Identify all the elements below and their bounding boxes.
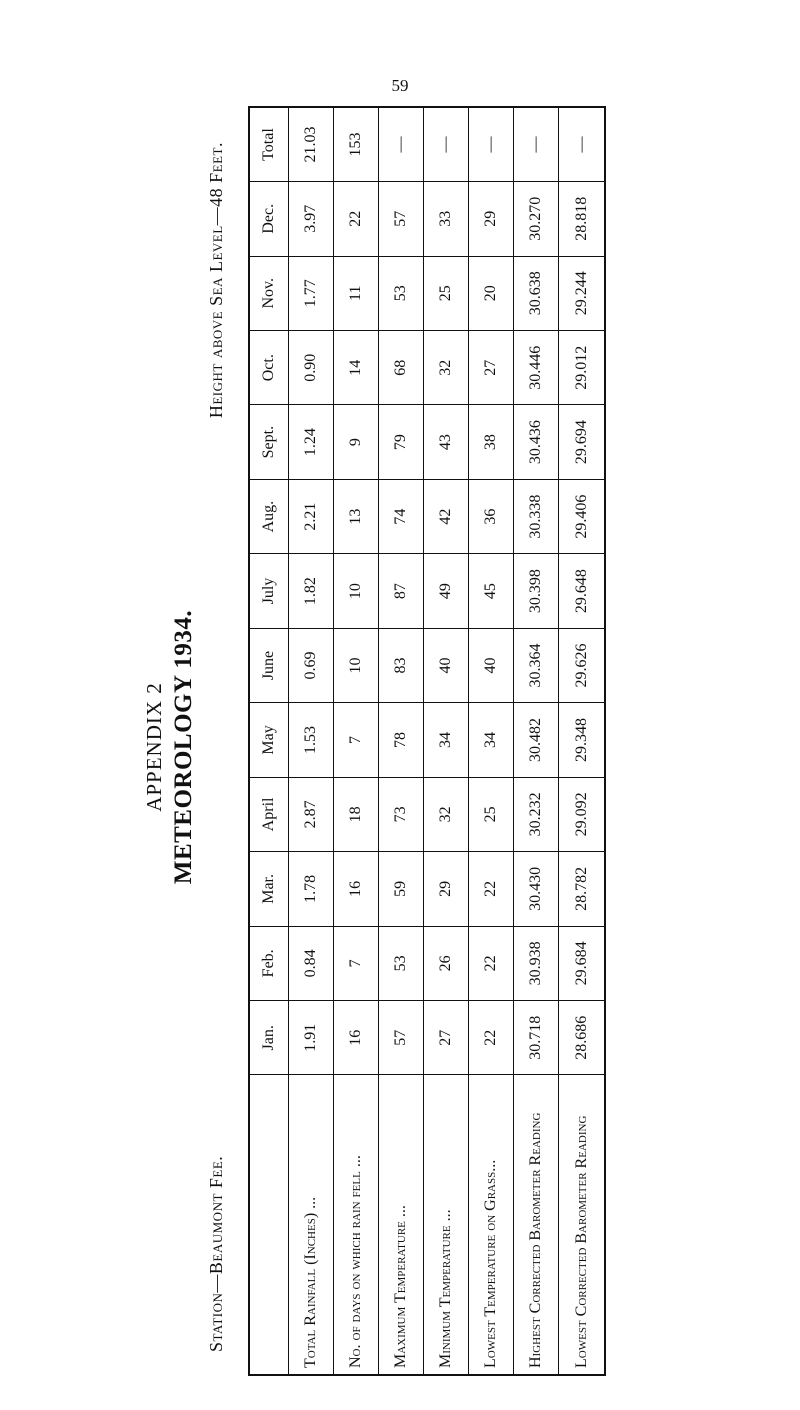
table-cell: 27 [424, 1001, 469, 1075]
table-cell: 87 [379, 554, 424, 628]
column-header: July [249, 554, 289, 628]
table-cell: 30.638 [514, 256, 559, 330]
table-cell: 74 [379, 479, 424, 553]
table-cell: 30.364 [514, 628, 559, 702]
table-cell: 42 [424, 479, 469, 553]
table-cell: 32 [424, 330, 469, 404]
table-cell: 29 [424, 852, 469, 926]
table-cell: 25 [424, 256, 469, 330]
table-cell: 7 [334, 926, 379, 1000]
table-cell: 153 [334, 107, 379, 182]
table-cell: — [379, 107, 424, 182]
column-header: Nov. [249, 256, 289, 330]
column-header: Aug. [249, 479, 289, 553]
station-name: Station—Beaumont Fee. [206, 1155, 226, 1352]
table-cell: 29.406 [559, 479, 605, 553]
table-cell: 30.338 [514, 479, 559, 553]
table-cell: 22 [469, 852, 514, 926]
table-cell: 68 [379, 330, 424, 404]
table-cell: 10 [334, 554, 379, 628]
meteorology-table [248, 106, 606, 1376]
page-number: 59 [391, 76, 409, 95]
table-cell: 1.24 [289, 405, 334, 479]
table-cell: 27 [469, 330, 514, 404]
table-cell: 9 [334, 405, 379, 479]
table-cell: 32 [424, 777, 469, 851]
row-label: Total Rainfall (Inches) ... [289, 1075, 334, 1375]
table-cell: 22 [334, 182, 379, 256]
table-row [514, 107, 559, 1375]
table-cell: 28.818 [559, 182, 605, 256]
table-cell: 29.694 [559, 405, 605, 479]
table-cell: 22 [469, 1001, 514, 1075]
column-header: Oct. [249, 330, 289, 404]
table-cell: 30.430 [514, 852, 559, 926]
table-cell: 1.77 [289, 256, 334, 330]
table-cell: 30.232 [514, 777, 559, 851]
column-header: Jan. [249, 1001, 289, 1075]
table-cell: — [469, 107, 514, 182]
table-cell: 18 [334, 777, 379, 851]
table-cell: 1.82 [289, 554, 334, 628]
table-cell: 57 [379, 182, 424, 256]
table-cell: 43 [424, 405, 469, 479]
table-cell: 53 [379, 926, 424, 1000]
table-cell: 40 [469, 628, 514, 702]
table-cell: 29.244 [559, 256, 605, 330]
table-cell: 11 [334, 256, 379, 330]
column-header: Mar. [249, 852, 289, 926]
table-cell: 28.782 [559, 852, 605, 926]
table-cell: 2.21 [289, 479, 334, 553]
table-cell: 14 [334, 330, 379, 404]
row-label: Lowest Corrected Barometer Reading [559, 1075, 605, 1375]
table-row [469, 107, 514, 1375]
table-cell: 10 [334, 628, 379, 702]
table-cell: — [514, 107, 559, 182]
table-cell: 33 [424, 182, 469, 256]
table-cell: 29.626 [559, 628, 605, 702]
table-cell: 30.270 [514, 182, 559, 256]
column-header: Total [249, 107, 289, 182]
table-row [379, 107, 424, 1375]
table-cell: 0.69 [289, 628, 334, 702]
table-cell: 78 [379, 703, 424, 777]
table-cell: 30.718 [514, 1001, 559, 1075]
table-row [424, 107, 469, 1375]
table-cell: 30.938 [514, 926, 559, 1000]
row-label: Lowest Temperature on Grass... [469, 1075, 514, 1375]
row-label: No. of days on which rain fell ... [334, 1075, 379, 1375]
header-row [249, 107, 289, 1375]
table-cell: 83 [379, 628, 424, 702]
table-cell: 25 [469, 777, 514, 851]
table-cell: 22 [469, 926, 514, 1000]
table-cell: 29.092 [559, 777, 605, 851]
table-cell: 7 [334, 703, 379, 777]
column-header: April [249, 777, 289, 851]
table-cell: 45 [469, 554, 514, 628]
table-cell: 3.97 [289, 182, 334, 256]
column-header: Dec. [249, 182, 289, 256]
column-header: Feb. [249, 926, 289, 1000]
table-cell: 29.348 [559, 703, 605, 777]
table-cell: 59 [379, 852, 424, 926]
table-cell: 0.84 [289, 926, 334, 1000]
table-cell: 30.398 [514, 554, 559, 628]
table-cell: 13 [334, 479, 379, 553]
row-label: Maximum Temperature ... [379, 1075, 424, 1375]
table-cell: 49 [424, 554, 469, 628]
table-cell: 30.436 [514, 405, 559, 479]
station-height: Height above Sea Level—48 Feet. [206, 142, 226, 419]
table-cell: 26 [424, 926, 469, 1000]
table-cell: 38 [469, 405, 514, 479]
table-cell: 57 [379, 1001, 424, 1075]
table-cell: 29.648 [559, 554, 605, 628]
table-cell: 29.684 [559, 926, 605, 1000]
table-cell: 30.446 [514, 330, 559, 404]
page-title: METEOROLOGY 1934. [170, 609, 197, 885]
column-header: June [249, 628, 289, 702]
table-cell: 34 [469, 703, 514, 777]
title-block [140, 102, 240, 1392]
table-cell: 2.87 [289, 777, 334, 851]
table-cell: 53 [379, 256, 424, 330]
table-cell: 73 [379, 777, 424, 851]
table-cell: 29.012 [559, 330, 605, 404]
row-label: Highest Corrected Barometer Reading [514, 1075, 559, 1375]
table-row [289, 107, 334, 1375]
table-cell: 29 [469, 182, 514, 256]
table-cell: 1.91 [289, 1001, 334, 1075]
table-cell: 34 [424, 703, 469, 777]
column-header: May [249, 703, 289, 777]
table-row [559, 107, 605, 1375]
column-header: Sept. [249, 405, 289, 479]
table-cell: 79 [379, 405, 424, 479]
appendix-heading: APPENDIX 2 [142, 682, 166, 812]
table-cell: 20 [469, 256, 514, 330]
rotated-page-content [140, 102, 610, 1392]
table-cell: 40 [424, 628, 469, 702]
table-cell: — [424, 107, 469, 182]
row-label: Minimum Temperature ... [424, 1075, 469, 1375]
table-cell: 21.03 [289, 107, 334, 182]
table-cell: 28.686 [559, 1001, 605, 1075]
table-cell: 1.53 [289, 703, 334, 777]
table-cell: 1.78 [289, 852, 334, 926]
table-cell: 16 [334, 852, 379, 926]
table-cell: 30.482 [514, 703, 559, 777]
table-cell: 0.90 [289, 330, 334, 404]
table-cell: 16 [334, 1001, 379, 1075]
table-row [334, 107, 379, 1375]
table-cell: — [559, 107, 605, 182]
header-label-cell [249, 1075, 289, 1375]
table-cell: 36 [469, 479, 514, 553]
